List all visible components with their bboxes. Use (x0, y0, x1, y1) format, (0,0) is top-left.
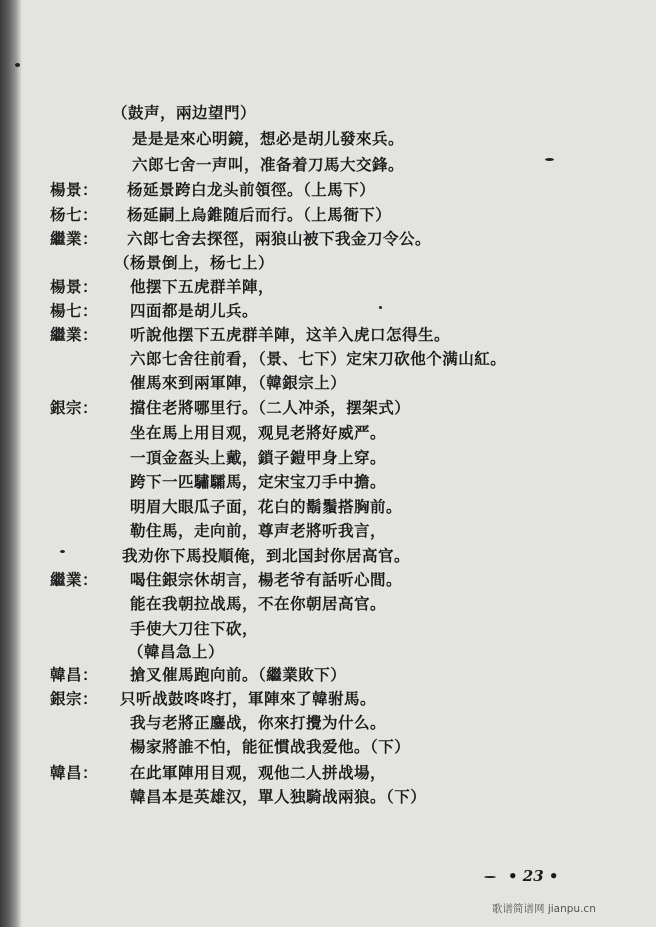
script-line: 手使大刀往下砍， (130, 619, 259, 638)
script-line: 一頂金盔头上戴，鎖子鎧甲身上穿。 (130, 448, 387, 467)
script-line: 听說他摆下五虎群羊陣，这羊入虎口怎得生。 (130, 325, 451, 344)
page-number: • 23 • (508, 867, 559, 885)
script-line: 杨延景跨白龙头前領徑。（上馬下） (127, 180, 376, 199)
script-line: 楊家將誰不怕，能征慣战我爱他。（下） (130, 737, 411, 756)
speaker-label: 繼業： (50, 229, 99, 248)
speaker-label: 銀宗： (50, 689, 99, 708)
speaker-label: 韓昌： (50, 665, 99, 684)
speaker-label: 銀宗： (50, 398, 99, 417)
script-line: 能在我朝拉战馬，不在你朝居高官。 (130, 594, 387, 613)
page-binding-edge (0, 0, 22, 927)
script-line: 在此軍陣用目观，观他二人拼战場， (130, 763, 387, 782)
script-line: 坐在馬上用目观，观見老將好威严。 (130, 423, 387, 442)
script-line: 四面都是胡儿兵。 (130, 301, 259, 320)
stage-direction: （韓昌急上） (128, 642, 225, 661)
speaker-label: 楊景： (50, 277, 99, 296)
script-line: 擋住老將哪里行。（二人冲杀，摆架式） (130, 398, 411, 417)
script-line: 只听战鼓咚咚打，軍陣來了韓驸馬。 (120, 689, 377, 708)
script-line: 我劝你下馬投順俺，到北国封你居高官。 (122, 546, 411, 565)
stage-direction: （鼓声，兩边望門） (112, 103, 257, 122)
speaker-label: 楊七： (50, 301, 99, 320)
script-line: 明眉大眼瓜子面，花白的鬍鬚搭胸前。 (130, 497, 403, 516)
speaker-label: 韓昌： (50, 763, 99, 782)
script-line: 跨下一匹驌驦馬，定宋宝刀手中擔。 (130, 472, 387, 491)
script-line: 搶叉催馬跑向前。（繼業敗下） (130, 665, 347, 684)
script-line: 他摆下五虎群羊陣， (130, 277, 275, 296)
ink-speck (60, 550, 65, 553)
ink-speck (545, 158, 554, 161)
site-watermark: 歌谱简谱网 jianpu.cn (492, 903, 596, 915)
script-line: 六郎七舍一声叫，准备着刀馬大交鋒。 (132, 155, 405, 174)
script-line: 六郎七舍往前看，（景、七下）定宋刀砍他个满山紅。 (130, 349, 507, 368)
script-line: 是是是來心明鏡，想必是胡儿發來兵。 (132, 129, 405, 148)
speaker-label: 繼業： (50, 570, 99, 589)
ink-speck (379, 306, 382, 309)
ink-speck (15, 63, 20, 67)
speaker-label: 楊景： (50, 180, 99, 199)
stage-direction: （杨景倒上，杨七上） (114, 253, 275, 272)
script-line: 喝住銀宗休胡言，楊老爷有話听心間。 (130, 570, 403, 589)
ink-speck (484, 876, 496, 878)
script-line: 勒住馬，走向前，尊声老將听我言， (130, 521, 387, 540)
script-line: 催馬來到兩軍陣，（韓銀宗上） (130, 373, 347, 392)
script-line: 我与老將正鏖战，你來打攪为什么。 (130, 713, 387, 732)
speaker-label: 繼業： (50, 325, 99, 344)
script-line: 韓昌本是英雄汉，單人独騎战兩狼。（下） (130, 787, 427, 806)
script-line: 杨延嗣上烏錐随后而行。（上馬衙下） (127, 205, 392, 224)
script-line: 六郎七舍去探徑，兩狼山被下我金刀令公。 (127, 229, 432, 248)
speaker-label: 杨七： (50, 205, 99, 224)
